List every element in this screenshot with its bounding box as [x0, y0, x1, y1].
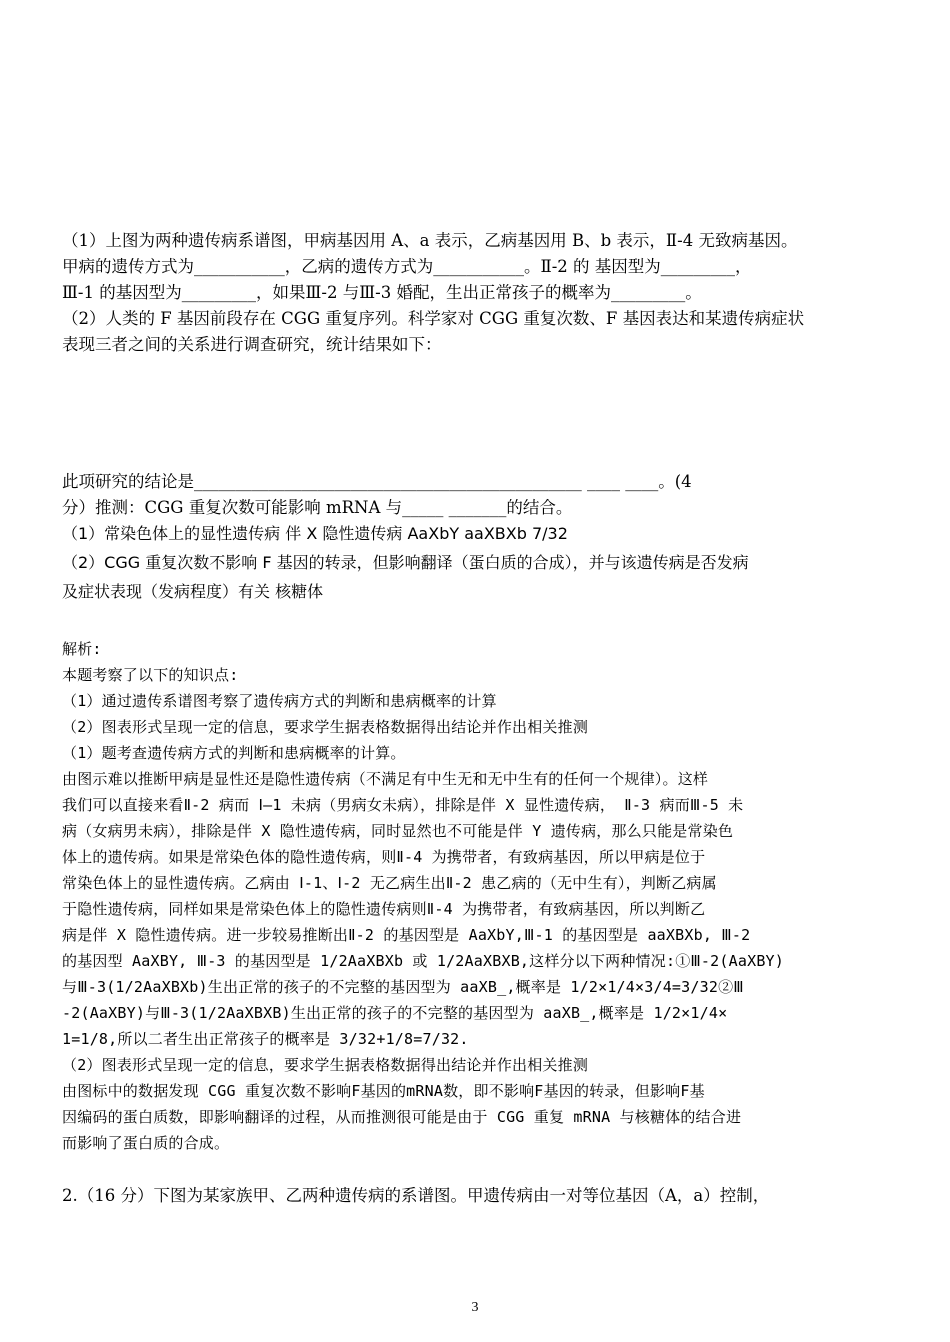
question-2-text: （2）人类的 F 基因前段存在 CGG 重复序列。科学家对 CGG 重复次数、F 基因表达和某遗传病症状: [62, 309, 805, 328]
question-1-text: （1）上图为两种遗传病系谱图，甲病基因用 A、a 表示，乙病基因用 B、b 表示，Ⅱ-4 无致病基因。: [62, 231, 798, 250]
analysis-paragraph-line: 的基因型 AaXBY, Ⅲ-3 的基因型是 1/2AaXBXb 或 1/2AaXBXB,这样分以下两种情况:①Ⅲ-2(AaXBY): [62, 952, 785, 970]
analysis-paragraph-line: 与Ⅲ-3(1/2AaXBXb)生出正常的孩子的不完整的基因型为 aaXB_,概率是 1/2×1/4×3/4=3/32②Ⅲ: [62, 978, 744, 996]
analysis-paragraph-line: 1=1/8,所以二者生出正常孩子的概率是 3/32+1/8=7/32.: [62, 1030, 469, 1048]
analysis-paragraph-line: 由图示难以推断甲病是显性还是隐性遗传病（不满足有中生无和无中生有的任何一个规律）。这样: [62, 770, 709, 788]
question-1-blanks-2: Ⅲ-1 的基因型为_________，如果Ⅲ-2 与Ⅲ-3 婚配，生出正常孩子的概率为_________。: [62, 283, 702, 302]
analysis-paragraph-line: 我们可以直接来看Ⅱ-2 病而 Ⅰ—1 未病（男病女未病），排除是伴 X 显性遗传病， Ⅱ-3 病而Ⅲ-5 未: [62, 796, 744, 814]
analysis-paragraph-line: （2）图表形式呈现一定的信息，要求学生据表格数据得出结论并作出相关推测: [62, 1056, 589, 1074]
analysis-paragraph-line: 因编码的蛋白质数，即影响翻译的过程，从而推测很可能是由于 CGG 重复 mRNA 与核糖体的结合进: [62, 1108, 742, 1126]
inference-blank: 分）推测：CGG 重复次数可能影响 mRNA 与_____ _______的结合。: [62, 498, 573, 517]
question-2-text-2: 表现三者之间的关系进行调查研究，统计结果如下：: [62, 335, 442, 354]
answer-2: （2）CGG 重复次数不影响 F 基因的转录，但影响翻译（蛋白质的合成），并与该遗传病是否发病: [62, 553, 749, 572]
analysis-paragraph-line: 病（女病男未病），排除是伴 X 隐性遗传病，同时显然也不可能是伴 Y 遗传病，那么只能是常染色: [62, 822, 734, 840]
answer-2-cont: 及症状表现（发病程度）有关 核糖体: [62, 582, 324, 601]
conclusion-blank: 此项研究的结论是_______________________________________________ ____ ____。(4: [62, 472, 692, 491]
analysis-part-1-heading: （1）题考查遗传病方式的判断和患病概率的计算。: [62, 744, 406, 762]
analysis-heading: 解析:: [62, 640, 102, 658]
analysis-paragraph-line: 常染色体上的显性遗传病。乙病由 Ⅰ-1、Ⅰ-2 无乙病生出Ⅱ-2 患乙病的（无中生有），判断乙病属: [62, 874, 717, 892]
analysis-paragraph-line: -2(AaXBY)与Ⅲ-3(1/2AaXBXB)生出正常的孩子的不完整的基因型为 aaXB_,概率是 1/2×1/4×: [62, 1004, 728, 1022]
analysis-paragraph-line: 由图标中的数据发现 CGG 重复次数不影响F基因的mRNA数，即不影响F基因的转录，但影响F基: [62, 1082, 705, 1100]
analysis-paragraph-line: 体上的遗传病。如果是常染色体的隐性遗传病，则Ⅱ-4 为携带者，有致病基因，所以甲病是位于: [62, 848, 706, 866]
analysis-paragraph-line: 而影响了蛋白质的合成。: [62, 1134, 230, 1152]
page-number: 3: [471, 1300, 479, 1315]
analysis-paragraph-line: 于隐性遗传病，同样如果是常染色体上的隐性遗传病则Ⅱ-4 为携带者，有致病基因，所以判断乙: [62, 900, 706, 918]
question-1-blanks: 甲病的遗传方式为___________，乙病的遗传方式为___________。Ⅱ-2 的 基因型为_________，: [62, 257, 752, 276]
answer-1: （1）常染色体上的显性遗传病 伴 X 隐性遗传病 AaXbY aaXBXb 7/32: [62, 524, 568, 543]
analysis-intro: 本题考察了以下的知识点:: [62, 666, 239, 684]
knowledge-point-1: （1）通过遗传系谱图考察了遗传病方式的判断和患病概率的计算: [62, 692, 497, 710]
analysis-paragraph-line: 病是伴 X 隐性遗传病。进一步较易推断出Ⅱ-2 的基因型是 AaXbY,Ⅲ-1 的基因型是 aaXBXb, Ⅲ-2: [62, 926, 751, 944]
knowledge-point-2: （2）图表形式呈现一定的信息，要求学生据表格数据得出结论并作出相关推测: [62, 718, 589, 736]
question-2-heading: 2.（16 分）下图为某家族甲、乙两种遗传病的系谱图。甲遗传病由一对等位基因（A，a）控制，: [62, 1186, 770, 1205]
